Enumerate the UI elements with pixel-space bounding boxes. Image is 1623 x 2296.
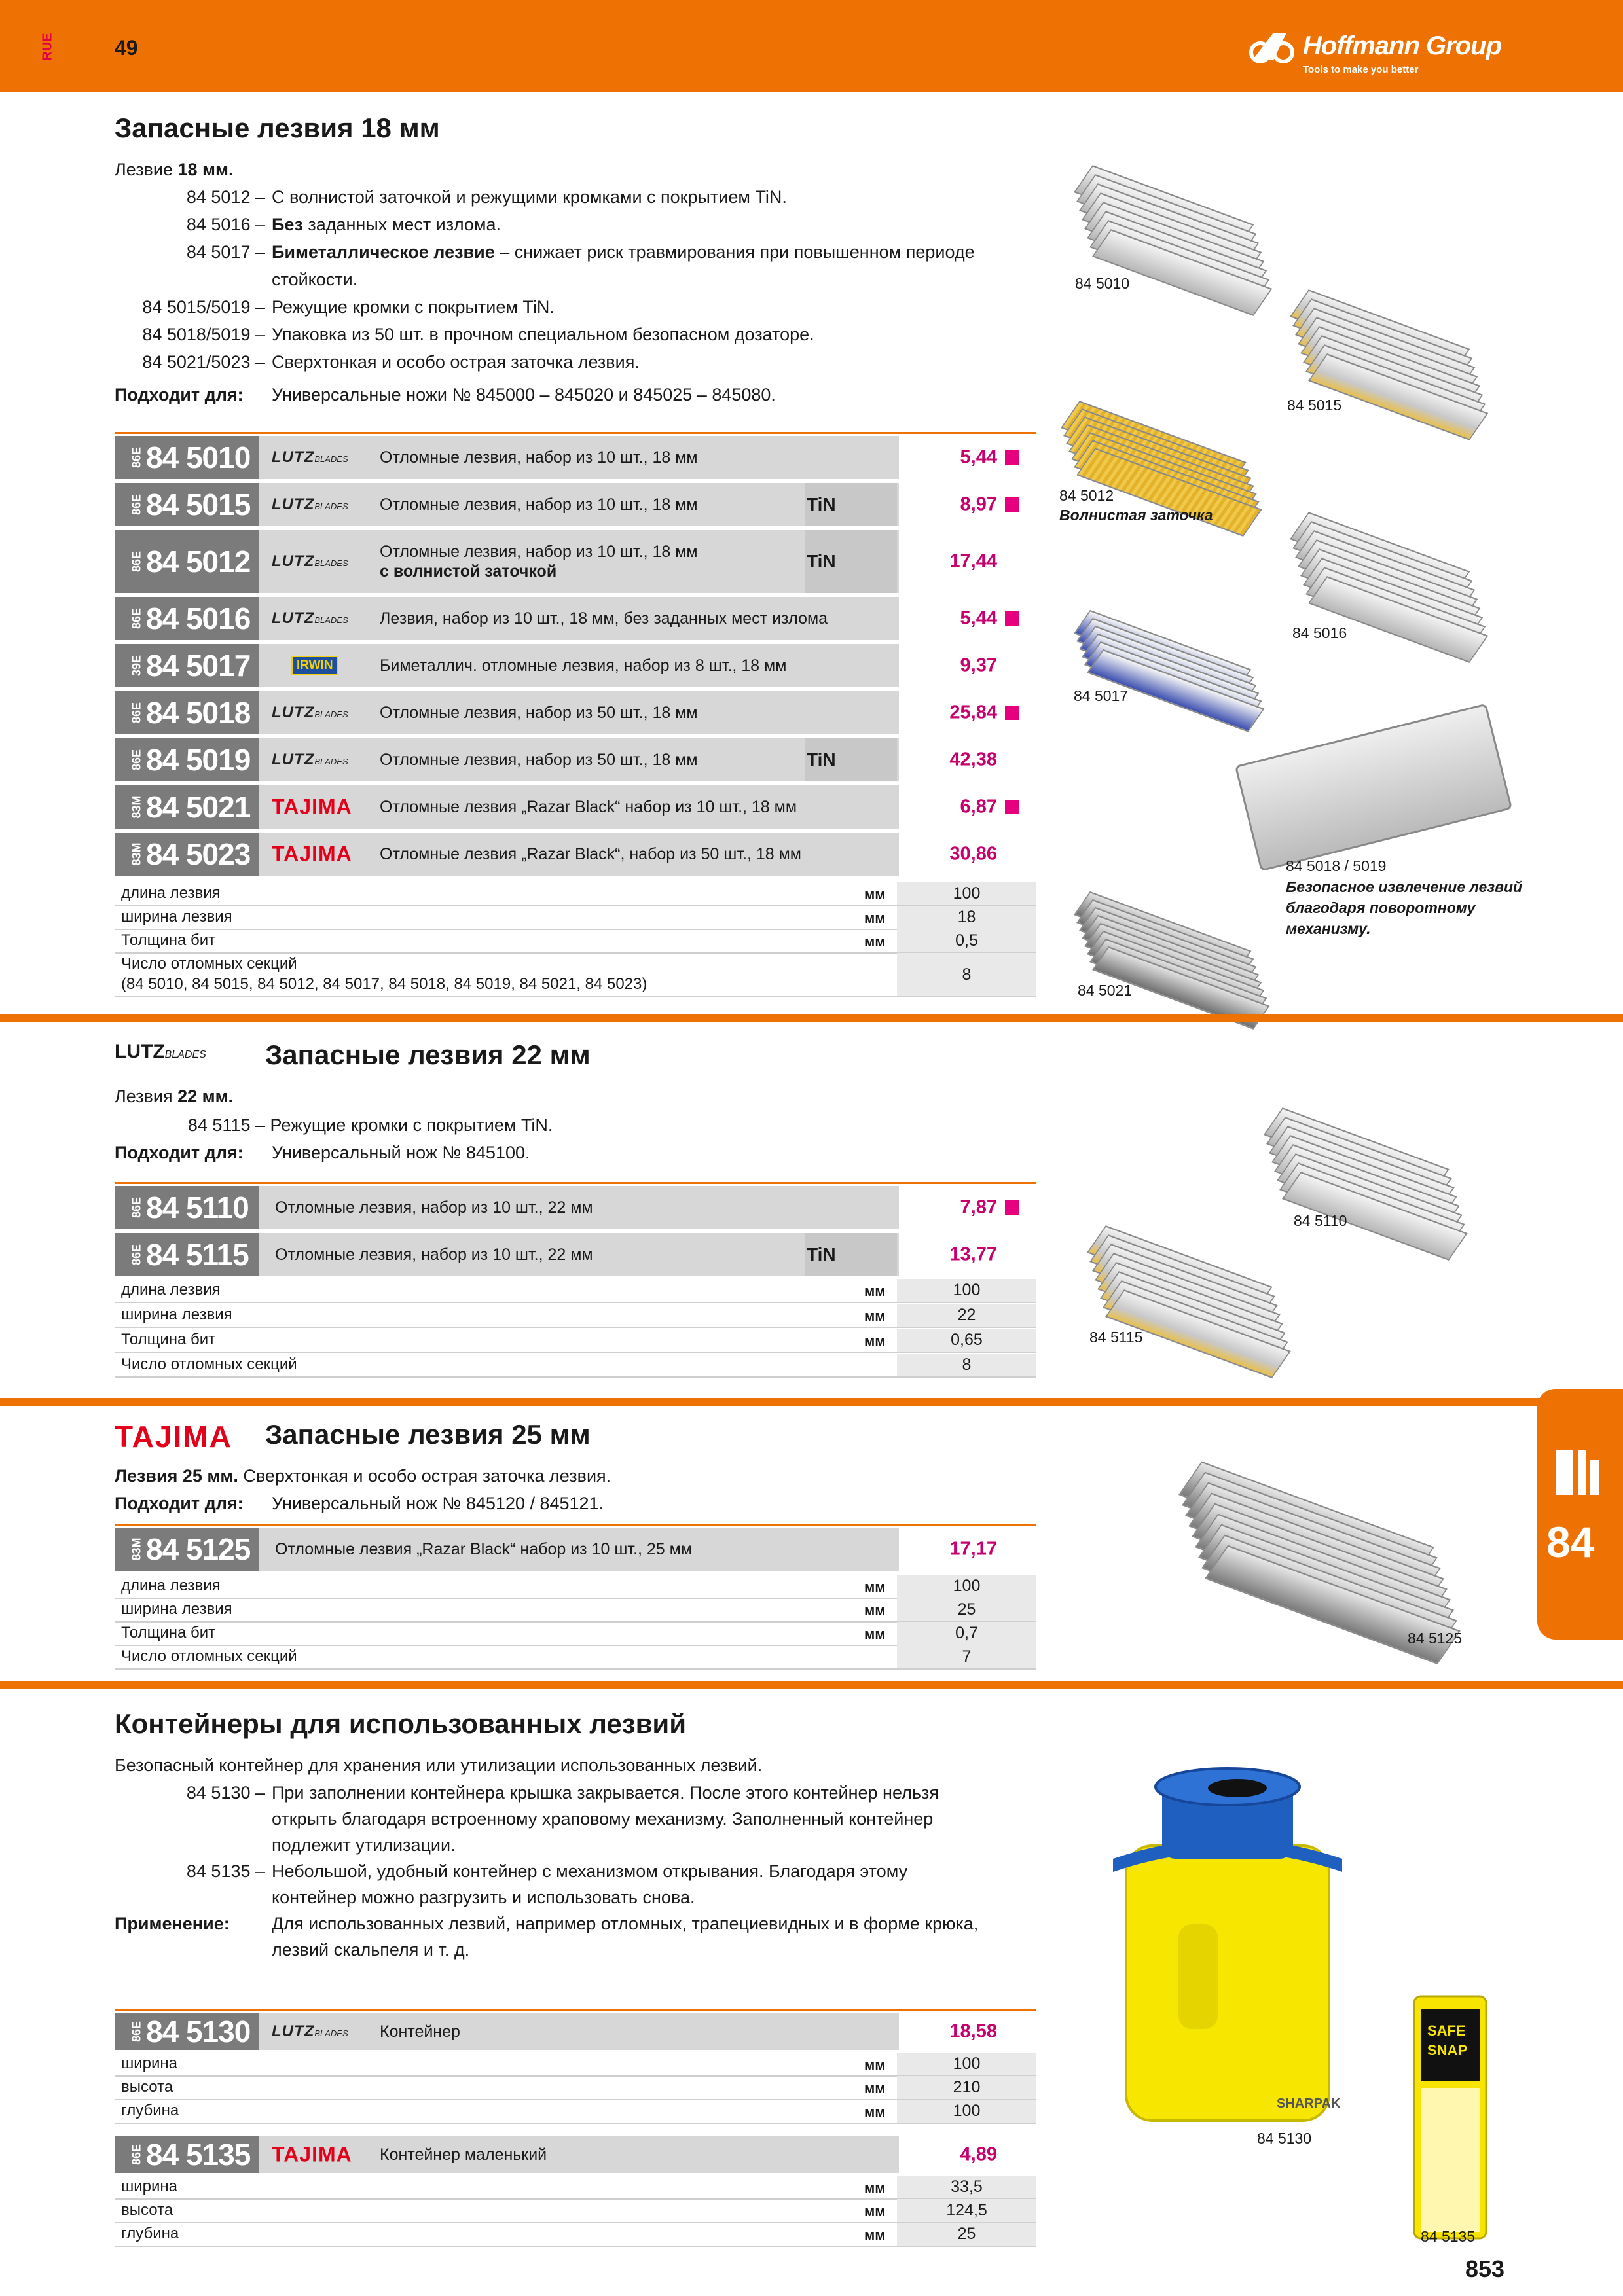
category-code: 86E	[130, 446, 143, 469]
brand-logo-lutz: LUTZBLADES	[272, 704, 348, 721]
spec-value: 18	[897, 906, 1036, 929]
feature-code: 84 5012 –	[186, 187, 265, 207]
caption-safe-2: благодаря поворотному	[1286, 899, 1476, 916]
stock-indicator-icon	[1005, 497, 1019, 512]
small-box-label-2: SNAP	[1427, 2042, 1468, 2058]
caption-845135: 84 5135	[1421, 2228, 1476, 2245]
fits-label: Подходит для:	[115, 1143, 244, 1162]
feature-line	[115, 1884, 1031, 1911]
product-row[interactable]	[115, 1186, 1036, 1229]
spec-unit: мм	[864, 1308, 886, 1324]
product-description	[380, 2145, 547, 2164]
product-row[interactable]	[115, 1528, 1036, 1571]
feature-line	[115, 183, 1031, 211]
feature-code: 84 5135 –	[186, 1861, 265, 1881]
coating-tin: TiN	[807, 749, 836, 770]
category-code: 86E	[130, 2144, 143, 2166]
blade-image-845115	[1087, 1224, 1330, 1402]
table-top-rule	[115, 432, 1036, 434]
product-description	[380, 448, 698, 467]
spec-value: 210	[897, 2076, 1036, 2099]
spec-unit: мм	[864, 910, 886, 926]
spec-unit: мм	[864, 1579, 886, 1595]
product-row[interactable]	[115, 597, 1036, 640]
fits-text: Универсальный нож № 845120 / 845121.	[272, 1494, 604, 1513]
section-separator	[0, 1014, 1623, 1022]
fits-text: Универсальный нож № 845100.	[272, 1143, 530, 1162]
caption-safe-1: Безопасное извлечение лезвий	[1286, 878, 1523, 895]
caption-845125: 84 5125	[1408, 1630, 1463, 1647]
spec-row	[115, 1279, 1036, 1303]
spec-name: ширина	[121, 2054, 178, 2072]
category-code: 86E	[130, 749, 143, 771]
article-number[interactable]: 84 5115	[146, 1238, 249, 1272]
spec-name: высота	[121, 2078, 173, 2096]
product-row[interactable]	[115, 833, 1036, 876]
feature-text: Упаковка из 50 шт. в прочном специальном безопасном дозаторе.	[272, 325, 814, 344]
product-description	[380, 797, 797, 817]
product-description	[275, 1539, 692, 1559]
intro-containers: Безопасный контейнер для хранения или утилизации использованных лезвий.	[115, 1755, 763, 1775]
coating-tin: TiN	[807, 1244, 836, 1265]
blades-text: BLADES	[164, 1049, 206, 1060]
spec-value: 0,7	[897, 1622, 1036, 1645]
spec-row	[115, 882, 1036, 906]
page-number-top: 49	[115, 36, 138, 60]
feature-code: 84 5021/5023 –	[142, 352, 265, 372]
feature-bold: Без	[272, 215, 303, 234]
description-line-1: Отломные лезвия, набор из 10 шт., 22 мм	[275, 1246, 593, 1264]
feature-text: Режущие кромки с покрытием TiN.	[272, 297, 555, 317]
spec-row	[115, 1645, 1036, 1670]
spec-row	[115, 1622, 1036, 1646]
category-code: 83M	[130, 1537, 143, 1561]
hoffmann-logo-icon	[1247, 27, 1300, 67]
feature-code: 84 5015/5019 –	[142, 297, 265, 317]
spec-row	[115, 1304, 1036, 1328]
stock-indicator-icon	[1005, 611, 1019, 626]
intro-18mm	[115, 156, 233, 183]
spec-unit: мм	[864, 1602, 886, 1619]
stock-indicator-icon	[1005, 450, 1019, 465]
section-separator	[0, 1681, 1623, 1689]
section-title-25mm: Запасные лезвия 25 мм	[265, 1419, 591, 1450]
spec-value: 22	[897, 1304, 1036, 1327]
article-number[interactable]: 84 5012	[146, 545, 251, 579]
product-description	[275, 1198, 593, 1217]
tools-icon	[1552, 1446, 1604, 1499]
small-box-label-1: SAFE	[1427, 2022, 1466, 2039]
spec-value: 33,5	[897, 2176, 1036, 2198]
product-row[interactable]	[115, 2136, 1036, 2173]
intro-text: Сверхтонкая и особо острая заточка лезвия.	[238, 1466, 611, 1486]
feature-line	[115, 1805, 1031, 1833]
coating-tin: TiN	[807, 494, 836, 514]
feature-code: 84 5115 –	[187, 1115, 265, 1135]
use-text-2: лезвий скальпеля и т. д.	[272, 1940, 470, 1960]
brand-logo-tajima: TAJIMA	[272, 795, 352, 819]
article-number[interactable]: 84 5019	[146, 743, 251, 777]
feature-code: 84 5130 –	[186, 1783, 265, 1803]
category-code: 86E	[130, 1244, 143, 1266]
fits-row-22mm	[115, 1139, 530, 1166]
caption-845016: 84 5016	[1292, 624, 1347, 641]
caption-845010: 84 5010	[1075, 275, 1130, 292]
description-line-1: Отломные лезвия, набор из 10 шт., 18 мм	[380, 495, 698, 514]
spec-unit: мм	[864, 2227, 886, 2243]
price-value: 17,17	[949, 1538, 997, 1560]
spec-value: 25	[897, 2223, 1036, 2246]
feature-line	[115, 293, 1031, 321]
caption-845130: 84 5130	[1257, 2130, 1312, 2147]
caption-safe-3: механизму.	[1286, 920, 1371, 937]
price-value: 5,44	[960, 607, 997, 629]
article-number[interactable]: 84 5130	[146, 2015, 251, 2049]
spec-row	[115, 1575, 1036, 1599]
brand-logo-lutz: LUTZBLADES	[272, 552, 348, 570]
article-number[interactable]: 84 5018	[146, 696, 251, 730]
brand-logo-lutz: LUTZBLADES	[272, 448, 348, 466]
spec-unit: мм	[864, 1283, 886, 1299]
feature-text: открыть благодаря встроенному храповому механизму. Заполненный контейнер	[272, 1809, 934, 1829]
spec-unit: мм	[864, 1626, 886, 1642]
price-value: 30,86	[949, 843, 997, 865]
table-top-rule	[115, 1182, 1036, 1184]
category-code: 86E	[130, 493, 143, 516]
spec-value: 100	[897, 1575, 1036, 1598]
feature-text: заданных мест излома.	[302, 215, 501, 234]
feature-text: С волнистой заточкой и режущими кромками с покрытием TiN.	[272, 187, 787, 207]
fits-text: Универсальные ножи № 845000 – 845020 и 845025 – 845080.	[272, 385, 776, 404]
feature-line	[115, 348, 1031, 376]
page-number-bottom: 853	[1465, 2255, 1505, 2282]
spec-row	[115, 2176, 1036, 2200]
spec-name: Толщина бит	[121, 1624, 216, 1641]
brand-logo-lutz: LUTZBLADES	[272, 751, 348, 768]
product-description	[380, 609, 828, 628]
chapter-tab[interactable]	[1537, 1389, 1623, 1640]
description-line-1: Отломные лезвия, набор из 50 шт., 18 мм	[380, 751, 698, 769]
spec-unit: мм	[864, 2179, 886, 2196]
spec-name: ширина	[121, 2178, 178, 2195]
spec-row	[115, 2199, 1036, 2223]
price-value: 25,84	[949, 702, 997, 723]
caption-845015: 84 5015	[1287, 397, 1342, 414]
feature-text: Режущие кромки с покрытием TiN.	[270, 1115, 553, 1135]
spec-name: ширина лезвия	[121, 1306, 232, 1323]
product-description	[380, 703, 698, 723]
spec-row	[115, 1598, 1036, 1623]
spec-value: 8	[897, 1354, 1036, 1376]
spec-name: Число отломных секций	[121, 1647, 297, 1665]
spec-name: длина лезвия	[121, 884, 221, 902]
description-line-1: Отломные лезвия, набор из 10 шт., 18 мм	[380, 448, 698, 467]
price-value: 7,87	[960, 1196, 997, 1218]
use-label: Применение:	[115, 1914, 230, 1933]
product-row[interactable]	[115, 644, 1036, 687]
caption-845018-5019: 84 5018 / 5019	[1286, 857, 1387, 874]
article-number[interactable]: 84 5015	[146, 488, 251, 522]
stock-indicator-icon	[1005, 1200, 1019, 1215]
intro-bold: Лезвия 25 мм.	[115, 1466, 238, 1486]
product-row[interactable]	[115, 785, 1036, 829]
intro-text: Лезвия	[115, 1086, 178, 1106]
fits-label: Подходит для:	[115, 385, 244, 404]
spec-value: 100	[897, 2100, 1036, 2123]
brand-tagline: Tools to make you better	[1303, 64, 1419, 75]
spec-unit: мм	[864, 2104, 886, 2120]
section-title-containers: Контейнеры для использованных лезвий	[115, 1708, 687, 1739]
feature-text: контейнер можно разгрузить и использовать снова.	[272, 1888, 695, 1907]
spec-name: глубина	[121, 2102, 179, 2119]
spec-name: ширина лезвия	[121, 908, 232, 925]
category-code: 39E	[130, 655, 143, 677]
spec-unit: мм	[864, 886, 886, 903]
feature-text: Сверхтонкая и особо острая заточка лезвия.	[272, 352, 640, 372]
feature-line	[115, 321, 1031, 348]
spec-value: 100	[897, 1279, 1036, 1302]
price-value: 4,89	[960, 2144, 997, 2165]
article-number[interactable]: 84 5021	[146, 790, 251, 824]
spec-unit: мм	[864, 933, 886, 950]
caption-845017: 84 5017	[1074, 687, 1129, 704]
product-row[interactable]	[115, 2013, 1036, 2050]
product-description	[275, 1245, 593, 1265]
feature-text: Небольшой, удобный контейнер с механизмом открывания. Благодаря этому	[272, 1861, 908, 1881]
use-row	[115, 1910, 1031, 1960]
table-top-rule	[115, 2009, 1036, 2011]
brand-logo-tajima: TAJIMA	[272, 2142, 352, 2166]
description-line-1: Отломные лезвия „Razar Black“ набор из 10 шт., 25 мм	[275, 1540, 693, 1558]
spec-row	[115, 929, 1036, 954]
spec-value: 124,5	[897, 2199, 1036, 2222]
blade-image-845016	[1290, 511, 1527, 689]
feature-bold: Биметаллическое лезвие	[272, 242, 495, 262]
tajima-brand-logo: TAJIMA	[115, 1420, 232, 1454]
spec-name: глубина	[121, 2225, 179, 2242]
category-code: 86E	[130, 1196, 143, 1219]
feature-line	[115, 1779, 1031, 1806]
description-line-1: Отломные лезвия, набор из 10 шт., 22 мм	[275, 1198, 593, 1217]
spec-row	[115, 2053, 1036, 2077]
brand-logo-lutz: LUTZBLADES	[272, 609, 348, 627]
description-line-1: Отломные лезвия, набор из 10 шт., 18 мм	[380, 543, 698, 561]
product-row[interactable]	[115, 436, 1036, 479]
price-value: 8,97	[960, 493, 997, 515]
feature-line	[115, 238, 1031, 266]
product-row[interactable]	[115, 738, 1036, 781]
product-row[interactable]	[115, 691, 1036, 734]
article-number[interactable]: 84 5023	[146, 837, 251, 871]
fits-label: Подходит для:	[115, 1494, 244, 1513]
blade-image-845017	[1074, 609, 1305, 757]
feature-code: 84 5018/5019 –	[142, 325, 265, 344]
product-row[interactable]	[115, 530, 1036, 593]
feature-text: стойкости.	[272, 270, 358, 289]
feature-line-845115	[115, 1111, 1031, 1139]
jar-label: SHARPAK	[1277, 2096, 1341, 2111]
category-code: 86E	[130, 702, 143, 724]
description-line-1: Контейнер	[380, 2022, 460, 2041]
container-small-image	[1408, 1990, 1493, 2245]
blade-image-845012	[1061, 399, 1302, 559]
article-number[interactable]: 84 5017	[146, 649, 251, 683]
spec-row	[115, 906, 1036, 930]
spec-row	[115, 2100, 1036, 2124]
feature-text: – снижает риск травмирования при повышенном периоде	[494, 242, 975, 262]
product-description	[380, 750, 698, 770]
feature-code: 84 5017 –	[186, 242, 265, 262]
spec-row	[115, 1354, 1036, 1378]
article-number[interactable]: 84 5010	[146, 440, 251, 475]
feature-line	[115, 1857, 1031, 1885]
price-value: 13,77	[949, 1244, 997, 1265]
intro-bold: 18 мм.	[177, 160, 234, 179]
product-row[interactable]	[115, 1233, 1036, 1276]
article-number[interactable]: 84 5135	[146, 2138, 251, 2172]
spec-row	[115, 2076, 1036, 2100]
product-description	[380, 844, 801, 864]
language-code: RUE	[40, 33, 55, 61]
spec-value: 0,5	[897, 929, 1036, 952]
feature-line	[115, 1831, 1031, 1859]
section-separator	[0, 1398, 1623, 1406]
article-number[interactable]: 84 5016	[146, 601, 251, 636]
spec-unit: мм	[864, 1333, 886, 1349]
stock-indicator-icon	[1005, 706, 1019, 720]
spec-name: Число отломных секций	[121, 955, 297, 973]
spec-row	[115, 2223, 1036, 2247]
feature-code: 84 5016 –	[186, 215, 265, 234]
category-code: 83M	[130, 795, 143, 819]
table-top-rule	[115, 1524, 1036, 1526]
price-value: 42,38	[949, 749, 997, 770]
spec-name: Число отломных секций	[121, 1355, 297, 1373]
blade-image-845021	[1074, 890, 1311, 1054]
spec-value: 100	[897, 2053, 1036, 2075]
price-value: 18,58	[949, 2020, 997, 2042]
description-line-1: Отломные лезвия „Razar Black“ набор из 10 шт., 18 мм	[380, 798, 797, 816]
spec-unit: мм	[864, 2203, 886, 2219]
spec-value: 100	[897, 882, 1036, 905]
feature-text: подлежит утилизации.	[272, 1835, 456, 1855]
coating-tin: TiN	[807, 551, 836, 571]
caption-845110: 84 5110	[1294, 1212, 1347, 1229]
spec-row-sections	[115, 953, 1036, 997]
description-line-1: Контейнер маленький	[380, 2145, 547, 2164]
spec-name: Толщина бит	[121, 931, 216, 949]
spec-name: ширина лезвия	[121, 1600, 232, 1618]
category-code: 86E	[130, 607, 143, 630]
price-value: 17,44	[949, 550, 997, 572]
category-code: 86E	[130, 550, 143, 573]
caption-845115: 84 5115	[1089, 1329, 1143, 1346]
caption-845021: 84 5021	[1078, 982, 1133, 999]
blade-image-845010	[1074, 164, 1311, 342]
spec-unit: мм	[864, 2056, 886, 2073]
product-row[interactable]	[115, 483, 1036, 526]
lutz-text: LUTZ	[115, 1041, 165, 1062]
spec-unit: мм	[864, 2080, 886, 2096]
article-number[interactable]: 84 5110	[146, 1191, 249, 1225]
feature-line	[115, 211, 1031, 238]
product-description	[380, 2022, 460, 2041]
chapter-number: 84	[1546, 1518, 1595, 1566]
product-description	[380, 495, 698, 514]
category-code: 86E	[130, 2020, 143, 2043]
spec-name: Толщина бит	[121, 1331, 216, 1348]
brand-logo-tajima: TAJIMA	[272, 842, 352, 866]
caption-845012: 84 5012	[1059, 487, 1114, 504]
spec-value: 8	[897, 953, 1036, 996]
product-description	[380, 542, 698, 581]
price-value: 5,44	[960, 446, 997, 468]
intro-bold: 22 мм.	[177, 1086, 234, 1106]
spec-value: 25	[897, 1598, 1036, 1621]
description-line-1: Биметаллич. отломные лезвия, набор из 8 шт., 18 мм	[380, 656, 787, 675]
spec-value: 7	[897, 1645, 1036, 1668]
description-line-1: Отломные лезвия, набор из 50 шт., 18 мм	[380, 704, 698, 722]
caption-wavy: Волнистая заточка	[1059, 507, 1213, 524]
intro-25mm	[115, 1462, 611, 1490]
container-large-image	[1106, 1767, 1355, 2134]
product-description	[380, 656, 786, 675]
lutz-brand-logo	[115, 1041, 206, 1063]
blade-image-845015	[1290, 288, 1527, 466]
spec-row	[115, 1329, 1036, 1353]
brand-logo-text: Hoffmann Group	[1303, 31, 1502, 60]
fits-row-25mm	[115, 1490, 604, 1517]
spec-value: 0,65	[897, 1329, 1036, 1352]
spec-sub: (84 5010, 84 5015, 84 5012, 84 5017, 84 5018, 84 5019, 84 5021, 84 5023)	[121, 975, 647, 993]
stock-indicator-icon	[1005, 800, 1019, 814]
section-title-18mm: Запасные лезвия 18 мм	[115, 113, 440, 143]
use-text-1: Для использованных лезвий, например отломных, трапециевидных и в форме крюка,	[272, 1914, 979, 1933]
price-value: 6,87	[960, 796, 997, 817]
feature-line	[115, 266, 1031, 293]
spec-name: длина лезвия	[121, 1577, 221, 1594]
intro-22mm	[115, 1083, 233, 1110]
section-title-22mm: Запасные лезвия 22 мм	[265, 1039, 591, 1070]
description-line-1: Отломные лезвия „Razar Black“, набор из 50 шт., 18 мм	[380, 845, 801, 863]
fits-row-18mm	[115, 381, 776, 408]
category-code: 83M	[130, 842, 143, 866]
description-line-1: Лезвия, набор из 10 шт., 18 мм, без заданных мест излома	[380, 609, 828, 628]
spec-name: высота	[121, 2201, 173, 2219]
intro-text: Лезвие	[115, 160, 178, 179]
description-line-2: с волнистой заточкой	[380, 562, 557, 581]
brand-logo-lutz: LUTZBLADES	[272, 495, 348, 513]
price-value: 9,37	[960, 655, 997, 676]
article-number[interactable]: 84 5125	[146, 1532, 251, 1566]
feature-text: При заполнении контейнера крышка закрывается. После этого контейнер нельзя	[272, 1783, 939, 1803]
spec-name: длина лезвия	[121, 1281, 221, 1299]
brand-logo-lutz: LUTZBLADES	[272, 2022, 348, 2040]
brand-logo-irwin: IRWIN	[291, 656, 338, 675]
